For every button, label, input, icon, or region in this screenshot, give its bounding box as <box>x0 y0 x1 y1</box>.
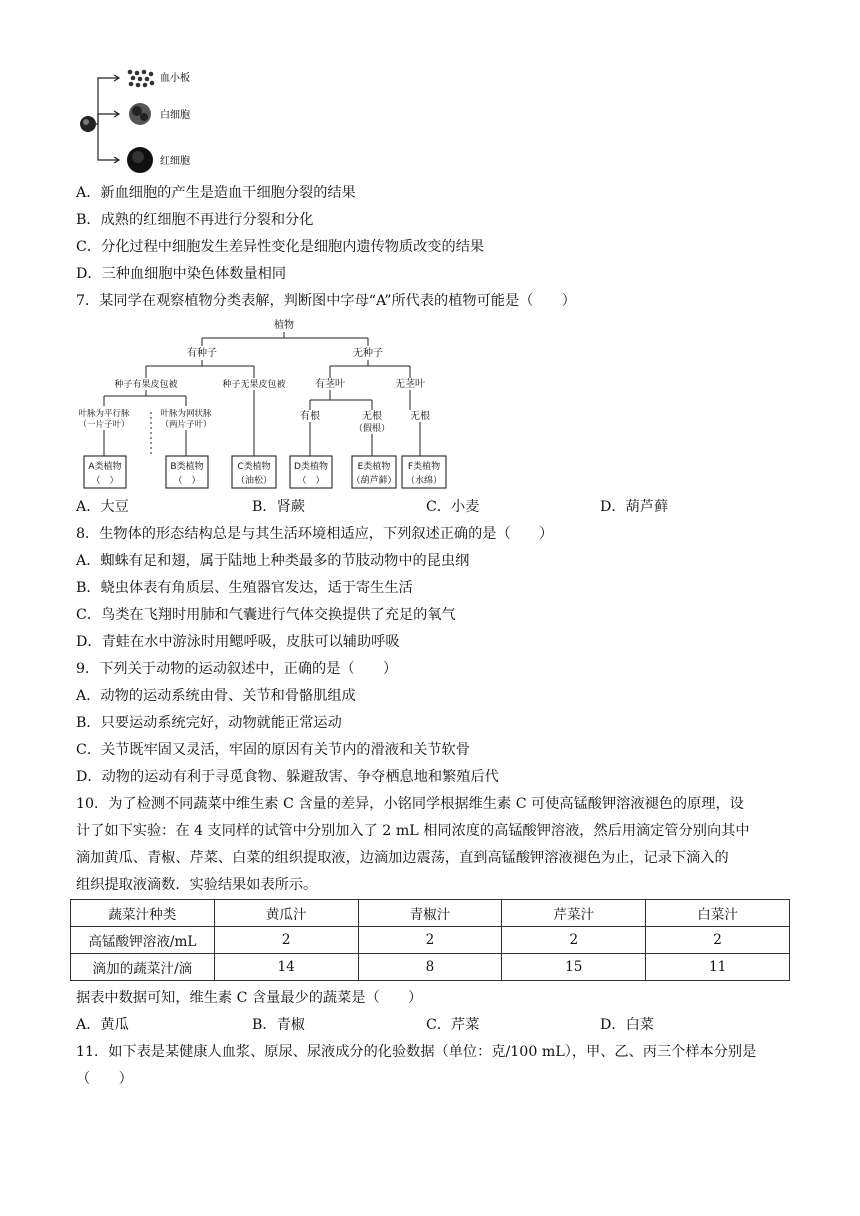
q8-option-a: A．蜘蛛有足和翅，属于陆地上种类最多的节肢动物中的昆虫纲 <box>76 553 470 569</box>
node-no-root: 无根 <box>362 411 382 422</box>
box-a-note: （ ） <box>91 476 119 486</box>
box-c-note: （油松） <box>235 476 273 486</box>
q10-option-c: C．芹菜 <box>426 1017 480 1033</box>
table-header-cell: 蔬菜汁种类 <box>71 900 215 927</box>
stem-cell-icon <box>80 116 96 132</box>
label-red-cell: 红细胞 <box>160 156 190 167</box>
q8-stem: 8．生物体的形态结构总是与其生活环境相适应，下列叙述正确的是（ ） <box>76 526 554 542</box>
box-f-label: F类植物 <box>407 462 441 472</box>
box-f-note: （水绵） <box>405 476 443 486</box>
table-cell: 8 <box>358 954 502 981</box>
q8-option-c: C．鸟类在飞翔时用肺和气囊进行气体交换提供了充足的氧气 <box>76 607 456 623</box>
node-reticulate-vein: 叶脉为网状脉 <box>160 409 212 419</box>
box-b-label: B类植物 <box>170 462 204 472</box>
q10-option-a: A．黄瓜 <box>76 1017 129 1033</box>
vegetable-juice-table <box>70 899 790 981</box>
box-d-label: D类植物 <box>294 462 328 472</box>
table-header-cell: 白菜汁 <box>646 900 790 927</box>
box-a-label: A类植物 <box>88 462 122 472</box>
box-e-note: （葫芦藓） <box>351 476 397 486</box>
white-blood-cell-icon <box>129 103 151 125</box>
box-d-note: （ ） <box>297 476 325 486</box>
node-no-seed: 无种子 <box>353 348 383 359</box>
q8-option-b: B．蛲虫体表有角质层、生殖器官发达，适于寄生生活 <box>76 580 413 596</box>
q11-stem-line-2: （ ） <box>76 1071 133 1087</box>
q10-option-b: B．青椒 <box>252 1017 305 1033</box>
q9-option-b: B．只要运动系统完好，动物就能正常运动 <box>76 715 342 731</box>
table-header-cell: 黄瓜汁 <box>214 900 358 927</box>
q7-option-d: D．葫芦藓 <box>600 499 669 515</box>
q9-stem: 9．下列关于动物的运动叙述中，正确的是（ ） <box>76 661 398 677</box>
node-reticulate-note: （两片子叶） <box>160 420 212 430</box>
q10-stem-line-4: 组织提取液滴数．实验结果如表所示。 <box>76 877 318 893</box>
q9-option-a: A．动物的运动系统由骨、关节和骨骼肌组成 <box>76 688 356 704</box>
node-has-root: 有根 <box>300 411 320 422</box>
node-has-seed: 有种子 <box>187 348 217 359</box>
table-row <box>71 954 790 981</box>
plant-classification-tree <box>76 316 448 494</box>
table-cell: 2 <box>646 927 790 954</box>
node-no-stem-leaf: 无茎叶 <box>395 379 425 390</box>
table-cell: 滴加的蔬菜汁/滴 <box>71 954 215 981</box>
table-cell: 15 <box>502 954 646 981</box>
q11-stem-line-1: 11．如下表是某健康人血浆、原尿、尿液成分的化验数据（单位：克/100 mL），甲、乙、丙三个样本分别是 <box>76 1044 757 1060</box>
label-platelet: 血小板 <box>160 73 190 84</box>
table-cell: 2 <box>358 927 502 954</box>
differentiation-arrows <box>96 75 119 163</box>
q6-option-b: B．成熟的红细胞不再进行分裂和分化 <box>76 212 314 228</box>
node-seed-naked: 种子无果皮包被 <box>222 380 286 390</box>
node-parallel-note: （一片子叶） <box>78 420 130 430</box>
table-cell: 2 <box>214 927 358 954</box>
box-e-label: E类植物 <box>357 462 391 472</box>
blood-cell-figure <box>76 66 216 176</box>
node-stem-leaf: 有茎叶 <box>315 379 345 390</box>
table-header-cell: 芹菜汁 <box>502 900 646 927</box>
q10-question: 据表中数据可知，维生素 C 含量最少的蔬菜是（ ） <box>76 990 423 1006</box>
q6-option-a: A．新血细胞的产生是造血干细胞分裂的结果 <box>76 185 356 201</box>
q8-option-d: D．青蛙在水中游泳时用鳃呼吸，皮肤可以辅助呼吸 <box>76 634 400 650</box>
q7-option-a: A．大豆 <box>76 499 129 515</box>
table-cell: 11 <box>646 954 790 981</box>
box-c-label: C类植物 <box>237 462 271 472</box>
table-header-row <box>71 900 790 927</box>
table-cell: 2 <box>502 927 646 954</box>
node-plant: 植物 <box>274 320 294 331</box>
q7-option-c: C．小麦 <box>426 499 480 515</box>
node-pseudo-root: （假根） <box>353 424 391 434</box>
q10-stem-line-3: 滴加黄瓜、青椒、芹菜、白菜的组织提取液，边滴加边震荡，直到高锰酸钾溶液褪色为止，记录下滴入的 <box>76 850 729 866</box>
table-cell: 高锰酸钾溶液/mL <box>71 927 215 954</box>
table-header-cell: 青椒汁 <box>358 900 502 927</box>
q10-stem-line-1: 10．为了检测不同蔬菜中维生素 C 含量的差异，小铭同学根据维生素 C 可使高锰酸钾溶液褪色的原理，设 <box>76 796 744 812</box>
q6-option-c: C．分化过程中细胞发生差异性变化是细胞内遗传物质改变的结果 <box>76 239 485 255</box>
q9-option-c: C．关节既牢固又灵活，牢固的原因有关节内的滑液和关节软骨 <box>76 742 470 758</box>
node-parallel-vein: 叶脉为平行脉 <box>78 409 130 419</box>
q7-stem: 7．某同学在观察植物分类表解，判断图中字母“A”所代表的植物可能是（ ） <box>76 293 576 309</box>
table-cell: 14 <box>214 954 358 981</box>
node-seed-covered: 种子有果皮包被 <box>114 380 178 390</box>
q7-option-b: B．肾蕨 <box>252 499 305 515</box>
q6-option-d: D．三种血细胞中染色体数量相同 <box>76 266 287 282</box>
box-b-note: （ ） <box>173 476 201 486</box>
label-white-cell: 白细胞 <box>160 110 190 121</box>
node-no-root-2: 无根 <box>410 411 430 422</box>
q10-option-d: D．白菜 <box>600 1017 654 1033</box>
red-blood-cell-icon <box>127 147 153 173</box>
table-row <box>71 927 790 954</box>
platelet-icon <box>128 70 155 88</box>
q10-stem-line-2: 计了如下实验：在 4 支同样的试管中分别加入了 2 mL 相同浓度的高锰酸钾溶液，然后用滴定管分别向其中 <box>76 823 750 839</box>
q9-option-d: D．动物的运动有利于寻觅食物、躲避敌害、争夺栖息地和繁殖后代 <box>76 769 499 785</box>
